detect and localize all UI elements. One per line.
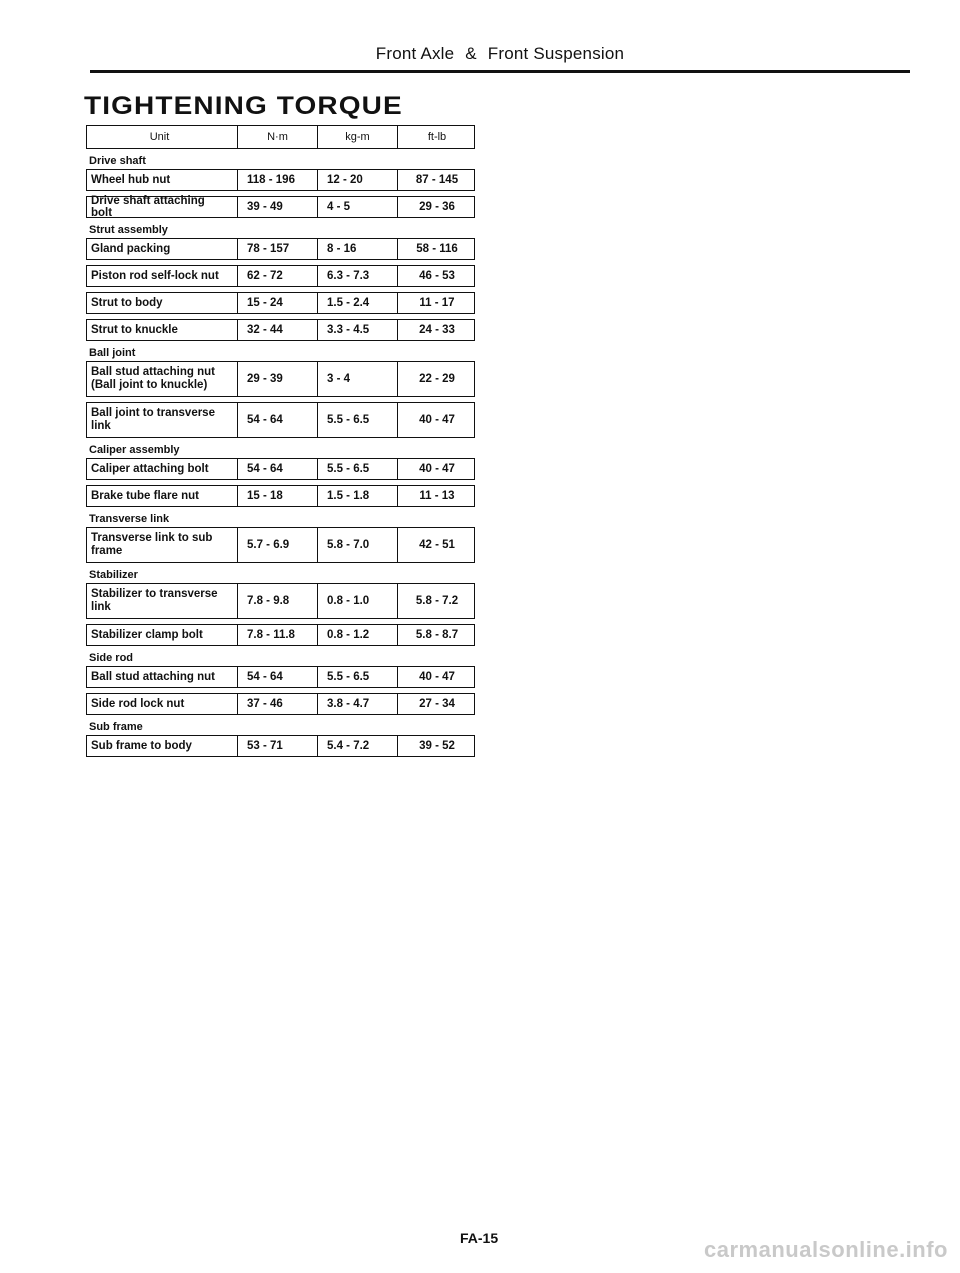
kgm-value-cell: 12 - 20 — [317, 170, 397, 190]
nm-value-cell: 7.8 - 9.8 — [237, 584, 317, 618]
kgm-value-cell: 1.5 - 2.4 — [317, 293, 397, 313]
item-cell — [87, 584, 237, 618]
kgm-value-cell: 5.5 - 6.5 — [317, 667, 397, 687]
nm-value-cell: 29 - 39 — [237, 362, 317, 396]
nm-value-cell: 62 - 72 — [237, 266, 317, 286]
ftlb-value-cell: 5.8 - 7.2 — [397, 584, 476, 618]
item-cell: Strut to knuckle — [91, 324, 178, 336]
item-cell: Stabilizer clamp bolt — [91, 629, 203, 641]
item-cell: Gland packing — [91, 243, 171, 255]
nm-value-cell: 54 - 64 — [237, 459, 317, 479]
column-header-unit: Unit — [149, 131, 170, 143]
table-row — [86, 196, 475, 218]
table-row — [86, 458, 475, 480]
table-row — [86, 265, 475, 287]
section-label: Sub frame — [89, 721, 143, 733]
table-row — [86, 238, 475, 260]
nm-value-cell: 118 - 196 — [237, 170, 317, 190]
ftlb-value-cell: 11 - 13 — [397, 486, 476, 506]
ftlb-value-cell: 40 - 47 — [397, 459, 476, 479]
ftlb-value-cell: 40 - 47 — [397, 667, 476, 687]
table-row — [86, 527, 475, 563]
item-label-line-2: link — [91, 420, 111, 432]
ftlb-value-cell: 22 - 29 — [397, 362, 476, 396]
kgm-value-cell: 4 - 5 — [317, 197, 397, 217]
nm-value-cell: 5.7 - 6.9 — [237, 528, 317, 562]
item-label-line-2: link — [91, 601, 111, 613]
table-row — [86, 292, 475, 314]
item-label-line-1: Transverse link to sub — [91, 532, 213, 544]
nm-value-cell: 15 - 18 — [237, 486, 317, 506]
ftlb-value-cell: 11 - 17 — [397, 293, 476, 313]
section-label: Drive shaft — [89, 155, 146, 167]
item-cell — [87, 528, 237, 562]
item-cell: Brake tube flare nut — [91, 490, 199, 502]
table-row — [86, 485, 475, 507]
item-cell: Sub frame to body — [91, 740, 192, 752]
ftlb-value-cell: 58 - 116 — [397, 239, 476, 259]
item-cell: Drive shaft attaching bolt — [91, 195, 205, 219]
nm-value-cell: 37 - 46 — [237, 694, 317, 714]
item-cell: Strut to body — [91, 297, 163, 309]
item-label-line-2: (Ball joint to knuckle) — [91, 379, 208, 391]
table-row — [86, 666, 475, 688]
item-label-line-1: Ball stud attaching nut — [91, 366, 215, 378]
section-label: Caliper assembly — [89, 444, 180, 456]
kgm-value-cell: 5.5 - 6.5 — [317, 403, 397, 437]
watermark: carmanualsonline.info — [704, 1237, 948, 1262]
item-cell: Wheel hub nut — [91, 174, 171, 186]
kgm-value-cell: 0.8 - 1.2 — [317, 625, 397, 645]
ftlb-value-cell: 46 - 53 — [397, 266, 476, 286]
kgm-value-cell: 5.4 - 7.2 — [317, 736, 397, 756]
nm-value-cell: 39 - 49 — [237, 197, 317, 217]
table-header-row — [86, 125, 475, 149]
item-cell: Ball stud attaching nut — [91, 671, 215, 683]
ftlb-value-cell: 39 - 52 — [397, 736, 476, 756]
table-row — [86, 693, 475, 715]
kgm-value-cell: 6.3 - 7.3 — [317, 266, 397, 286]
item-cell — [87, 362, 237, 396]
item-label-line-1: Ball joint to transverse — [91, 407, 215, 419]
table-row — [86, 624, 475, 646]
torque-table — [86, 125, 475, 757]
ftlb-value-cell: 5.8 - 8.7 — [397, 625, 476, 645]
header-rule — [90, 70, 910, 73]
page-title: TIGHTENING TORQUE — [84, 92, 403, 120]
section-label: Transverse link — [89, 513, 170, 525]
section-label: Side rod — [89, 652, 134, 664]
page-number: FA-15 — [460, 1230, 499, 1246]
kgm-value-cell: 1.5 - 1.8 — [317, 486, 397, 506]
item-cell — [87, 403, 237, 437]
table-row — [86, 361, 475, 397]
table-row — [86, 402, 475, 438]
ftlb-value-cell: 40 - 47 — [397, 403, 476, 437]
column-header-ftlb: ft-lb — [397, 126, 476, 148]
ftlb-value-cell: 24 - 33 — [397, 320, 476, 340]
nm-value-cell: 32 - 44 — [237, 320, 317, 340]
running-header — [0, 44, 960, 64]
kgm-value-cell: 5.5 - 6.5 — [317, 459, 397, 479]
nm-value-cell: 15 - 24 — [237, 293, 317, 313]
table-row — [86, 319, 475, 341]
table-row — [86, 735, 475, 757]
item-cell: Piston rod self-lock nut — [91, 270, 219, 282]
table-row — [86, 583, 475, 619]
kgm-value-cell: 8 - 16 — [317, 239, 397, 259]
header-section-title-2: Front Suspension — [487, 44, 625, 63]
ftlb-value-cell: 27 - 34 — [397, 694, 476, 714]
ftlb-value-cell: 42 - 51 — [397, 528, 476, 562]
ftlb-value-cell: 29 - 36 — [397, 197, 476, 217]
header-ampersand: & — [465, 44, 477, 63]
kgm-value-cell: 3.8 - 4.7 — [317, 694, 397, 714]
section-label: Ball joint — [89, 347, 136, 359]
column-header-kgm: kg-m — [317, 126, 397, 148]
nm-value-cell: 54 - 64 — [237, 403, 317, 437]
kgm-value-cell: 3 - 4 — [317, 362, 397, 396]
item-cell: Caliper attaching bolt — [91, 463, 209, 475]
column-header-nm: N·m — [237, 126, 317, 148]
nm-value-cell: 54 - 64 — [237, 667, 317, 687]
section-label: Strut assembly — [89, 224, 168, 236]
section-label: Stabilizer — [89, 569, 138, 581]
nm-value-cell: 78 - 157 — [237, 239, 317, 259]
kgm-value-cell: 5.8 - 7.0 — [317, 528, 397, 562]
kgm-value-cell: 0.8 - 1.0 — [317, 584, 397, 618]
item-label-line-1: Stabilizer to transverse — [91, 588, 218, 600]
ftlb-value-cell: 87 - 145 — [397, 170, 476, 190]
kgm-value-cell: 3.3 - 4.5 — [317, 320, 397, 340]
nm-value-cell: 7.8 - 11.8 — [237, 625, 317, 645]
header-section-title: Front Axle — [375, 44, 455, 63]
nm-value-cell: 53 - 71 — [237, 736, 317, 756]
table-row — [86, 169, 475, 191]
item-cell: Side rod lock nut — [91, 698, 185, 710]
item-label-line-2: frame — [91, 545, 123, 557]
